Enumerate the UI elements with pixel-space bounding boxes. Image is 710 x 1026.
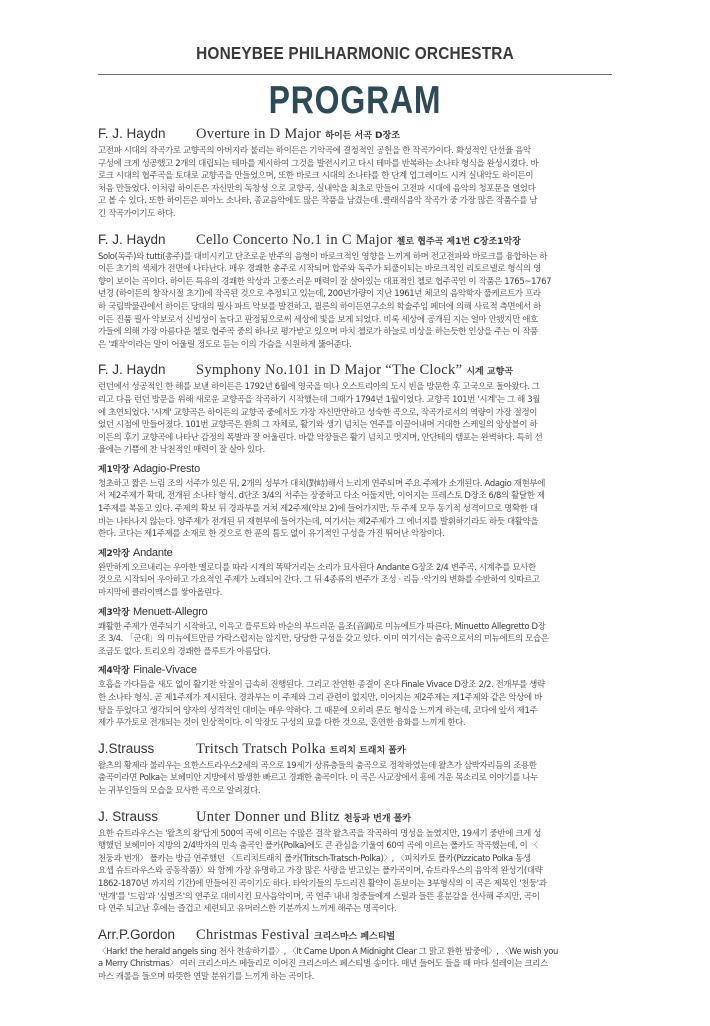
- piece-heading: [98, 925, 613, 944]
- orchestra-name: HONEYBEE PHILHARMONIC ORCHESTRA: [196, 43, 514, 63]
- piece-heading: [98, 360, 613, 379]
- description-line: 〈Hark! the herald angels sing 천사 찬송하기를〉, 〈It Came Upon A Midnight Clear 그 맑고 환한 밤중에〉, 〈We wish you: [98, 945, 559, 956]
- description-line: 에 초연되었다. '시계' 교향곡은 하이든의 교향곡 중에서도 가장 자신만만하고 성숙한 곡으로, 작곡가로서의 역량이 가장 절정이: [98, 406, 538, 417]
- description-line: 이든의 후기 교향곡에 나타난 감정의 폭발과 잘 어울린다. 바깥 악장들은 활기 넘치고 멋지며, 안단테의 템포는 완벽하다. 특히 선: [98, 431, 543, 442]
- description-line: 런던에서 성공적인 한 해를 보낸 하이든은 1792년 6월에 영국을 떠나 오스트리아의 도시 빈을 방문한 후 고국으로 돌아왔다. 그: [98, 381, 540, 392]
- section-gap: [98, 220, 613, 230]
- piece-description: [98, 759, 613, 797]
- description-line: 조 3/4. 「군대」의 미뉴에트만큼 가락스럽지는 않지만, 당당한 구성을 갖고 있다. 이미 여기서는 춤곡으로서의 미뉴에트의 모습은: [98, 633, 549, 644]
- movement-description: [98, 561, 613, 599]
- work-title: Cello Concerto No.1 in C Major: [196, 231, 393, 248]
- description-line: Solo(독주)와 tutti(총주)를 대비시키고 단조로운 반주의 음형이 바로크적인 영향을 느끼게 하며 전고전파와 바로크를 융합하는 하: [98, 250, 548, 261]
- piece-heading: [98, 739, 613, 758]
- program-piece: [98, 739, 613, 797]
- section-gap: [98, 915, 613, 925]
- movement-description: [98, 620, 613, 658]
- description-line: 춤곡이라면 Polka는 보헤미안 지방에서 발생한 빠르고 경쾌한 춤곡이다. 이 곡은 사교장에서 흥에 겨운 목소리로 이야기를 나누: [98, 772, 538, 783]
- description-line: '번개'를 '드럼'과 '심벌즈'의 연주로 대비시킨 묘사음악이며, 곡 연주 내내 청중들에게 스릴과 들뜬 흥분감을 선사해 주지만, 곡이: [98, 890, 540, 901]
- movement-heading: [98, 545, 613, 561]
- description-line: 요한 슈트라우스는 '왈츠의 왕'답게 500여 곡에 이르는 수많은 걸작 왈츠곡을 작곡하여 명성을 높였지만, 19세기 중반에 크게 성: [98, 827, 542, 838]
- section-gap: [98, 350, 613, 360]
- description-line: 리고 다음 런던 방문을 위해 새로운 교향곡을 작곡하기 시작했는데 그때가 1794년 1월이었다. 교향곡 101번 '시계'는 그 해 3월: [98, 393, 541, 404]
- description-line: 한 소나타 형식. 곧 제1주제가 제시된다. 경과부는 이 주제와 그리 관련이 없지만, 이어지는 제2주제는 제1주제와 같은 악상에 바: [98, 692, 542, 702]
- composer-name: F. J. Haydn: [98, 231, 166, 247]
- work-title-korean: 트리치 트래치 폴카: [329, 745, 406, 756]
- description-line: 탕을 두었다고 생각되어 양자의 성격적인 대비는 매우 약하다. 그 때문에 오히려 론도 형식을 느끼게 하는데, 코다에 앞서 제1주: [98, 704, 538, 715]
- description-line: 긴 작곡가이기도 하다.: [98, 207, 176, 218]
- description-line: 청초하고 짧은 느림 조의 서주가 있은 뒤, 2개의 성부가 대치(對峙)해서 느리게 연주되며 주요 주제가 소개된다. Adagio 재현부에: [98, 477, 545, 488]
- description-line: 이든 초기의 색체가 전면에 나타난다. 매우 경쾌한 총주로 시작되며 합주와 독주가 되풀이되는 바로크적인 리토르넬로 형식의 영: [98, 263, 541, 274]
- work-title: Symphony No.101 in D Major “The Clock”: [196, 362, 463, 379]
- description-line: 가들에 의해 가장 아름다운 첼로 협주곡 중의 하나로 평가받고 있으며 마치 첼로가 하늘로 비상을 하는듯한 인상을 주는 이 작품: [98, 326, 538, 337]
- movement-number: 제4악장: [98, 666, 130, 677]
- description-line: 행했던 보헤미아 지방의 2/4박자의 민속 춤곡인 폴카(Polka)에도 큰 관심을 기울여 60여 곡에 이르는 폴카도 작곡했는데, 이 〈: [98, 840, 538, 851]
- movement-name: Menuett-Allegro: [132, 605, 208, 618]
- description-line: 고 볼 수 있다. 또한 하이든은 피아노 소나타, 종교음악에도 많은 작품을 남겼는데 .클래식음악 작곡가 중 가장 많은 작품수를 남: [98, 195, 537, 206]
- composer-name: J. Strauss: [98, 808, 159, 824]
- description-line: 요셉 슈트라우스와 공동작품)〉와 함께 가장 유명하고 가장 많은 사랑을 받고있는 폴카곡이며, 슈트라우스의 음악적 완성기(대략: [98, 865, 543, 876]
- movement-name: Andante: [132, 546, 173, 559]
- description-line: 호흡을 가다듬을 새도 없이 활기찬 악절이 급속히 진행된다. 그리고 찬연한 종결이 온다 Finale Vivace D장조 2/2. 전개부를 생략: [98, 679, 545, 690]
- description-line: 구성에 크게 성공했고 2개의 대립되는 테마를 제시하여 그것을 발전시키고 다시 테마를 반복하는 소나타 형식을 완성시켰다. 바: [98, 157, 539, 168]
- movement-number: 제3악장: [98, 607, 130, 618]
- section-gap: [98, 797, 613, 807]
- description-line: 서 제2주제가 확대, 전개된 소나타 형식. d단조 3/4의 서주는 장중하고 다소 어둡지만, 이어지는 프레스토 D장조 6/8의 활달한 제: [98, 490, 545, 501]
- work-title-korean: 시계 교향곡: [466, 367, 513, 378]
- movement-number: 제1악장: [98, 464, 130, 475]
- program-piece: [98, 807, 613, 915]
- description-line: 율에는 기쁨에 찬 낙천적인 매력이 잘 살아 있다.: [98, 444, 265, 455]
- description-line: 고전파 시대의 작곡가로 교향곡의 아버지라 불리는 하이든은 기악곡에 결정적인 공헌을 한 작곡가이다. 화성적인 단선율 음악: [98, 145, 531, 155]
- description-line: 마스 캐롤을 들으며 따뜻한 연말 분위기를 느끼게 하는 곡이다.: [98, 970, 315, 981]
- description-line: 하 국립박물관에서 하이든 당대의 필사 파트 악보를 발견하고, 쾰른의 하이든연구소의 학술주임 페더에 의해 사료적 측면에서 하: [98, 300, 541, 311]
- work-title-korean: 첼로 협주곡 제1번 C장조1악장: [396, 236, 521, 247]
- description-line: 처음 만들었다. 이처럼 하이든은 자신만의 독창성 으로 교향곡, 실내악을 최초로 만들어 고전파 시대에 음악의 청포문을 열었다: [98, 182, 536, 193]
- movement-number: 제2악장: [98, 548, 130, 559]
- work-title-korean: 크리스마스 페스티벌: [313, 931, 396, 942]
- program-piece: [98, 925, 613, 983]
- description-line: 1주제를 복돋고 있다. 주제의 확보 뒤 경과부를 거쳐 제2주제(악보 2)에 들어가지만, 두 주제 모두 동기적 성격이므로 명확한 대: [98, 503, 538, 514]
- piece-description: [98, 144, 613, 220]
- description-line: 제가 푸가토로 전개되는 것이 인상적이다. 이 악장도 구성의 묘를 다한 것으로, 혼연한 융화를 느끼게 한다.: [98, 717, 466, 728]
- header-divider: [98, 74, 612, 75]
- description-line: 것으로 시작되어 우아하고 가요적인 주제가 노래되어 간다. 그 뒤 4종류의 변주가 조성 · 리듬 ·악기의 변화를 수반하여 잇따르고: [98, 574, 540, 585]
- program-piece: [98, 124, 613, 220]
- piece-description: [98, 380, 613, 456]
- piece-description: [98, 945, 613, 983]
- description-line: 었던 시점에 만들어졌다. 101번 교향곡은 환희 그 자체로, 활기와 생기 넘치는 연주를 이끌어내며 거대한 스케일의 앙상블이 하: [98, 419, 538, 430]
- description-line: 1862-1870년 까지의 기간)에 만들어진 곡이기도 하다. 타악기들의 두드러진 활약이 돋보이는 3부형식의 이 곡은 제목인 '천둥'과: [98, 877, 547, 888]
- page-title: PROGRAM: [268, 79, 442, 122]
- piece-heading: [98, 230, 613, 249]
- description-line: 한다. 코다는 제1주제를 소재로 한 것으로 한 푼의 틈도 없이 유기적인 구성을 가진 뛰어난 악장이다.: [98, 528, 445, 539]
- movement-description: [98, 678, 613, 728]
- description-line: 다 연주 되고난 후에는 즐겁고 세련되고 유머러스한 기분까지 느끼게 해주는 명곡이다.: [98, 903, 397, 914]
- work-title: Unter Donner und Blitz: [196, 808, 340, 825]
- movement-description: [98, 477, 613, 540]
- movement-name: Adagio-Presto: [132, 462, 201, 475]
- composer-name: F. J. Haydn: [98, 126, 166, 141]
- description-line: 로크 시대의 협주곡을 토대로 교향곡을 만들었으며, 또한 바로크 시대의 소나타를 한 단계 업그레이드 시켜 실내악도 하이든이: [98, 170, 534, 181]
- section-gap: [98, 729, 613, 739]
- composer-name: Arr.P.Gordon: [98, 926, 176, 942]
- composer-name: J.Strauss: [98, 740, 155, 756]
- description-line: 쾌활한 주제가 연주되기 시작하고, 이윽고 플루트와 바순의 부드러운 음조(音調)로 미뉴에트가 따른다. Minuetto Allegretto D장: [98, 620, 546, 631]
- description-line: 천둥과 번개〉 폴카는 방금 연주했던 〈트리치트래치 폴카(Tritsch-Tratsch-Polka)〉, 〈피치카토 폴카(Pizzicato Polka 동생: [98, 852, 531, 863]
- description-line: 비는 나타나지 않는다. 양주제가 전개된 뒤 재현부에 들어가는데, 여기서는 제2주제가 그 에너지를 발휘하기라도 하듯 대활약을: [98, 515, 539, 526]
- work-title: Tritsch Tratsch Polka: [196, 740, 326, 757]
- program-piece: [98, 360, 613, 728]
- work-title-korean: 천둥과 번개 폴카: [343, 813, 412, 824]
- work-title: Christmas Festival: [196, 926, 310, 943]
- description-line: 는 귀부인들의 모습을 묘사한 곡으로 알려졌다.: [98, 784, 261, 795]
- work-title: Overture in D Major: [196, 126, 322, 142]
- program-content: [98, 124, 613, 983]
- piece-heading: [98, 124, 613, 143]
- description-line: 향이 보이는 곡이다. 하이든 특유의 경쾌한 악상과 고풍스러운 매력이 잘 살아있는 대표적인 첼로 협주곡인 이 작품은 1765~1767: [98, 275, 552, 286]
- composer-name: F. J. Haydn: [98, 362, 166, 378]
- movement-heading: [98, 662, 613, 678]
- piece-heading: [98, 807, 613, 826]
- piece-description: [98, 827, 613, 915]
- page-header: [0, 38, 710, 68]
- work-title-korean: 하이든 서곡 D장조: [325, 131, 400, 141]
- movement-name: Finale-Vivace: [132, 664, 197, 677]
- description-line: 조금도 없다. 트리오의 경쾌한 플루트가 아름답다.: [98, 645, 271, 656]
- piece-description: [98, 250, 613, 351]
- description-line: 년경 (하이든의 창작시절 초기)에 작곡된 것으로 추정되고 있는데, 200년가량이 지난 1961년 체코의 음악학자 풀케르트가 프라: [98, 288, 541, 299]
- description-line: 이든 진품 필사 악보로서 신빙성이 높다고 판정됨으로써 세상에 빛을 보게 되었다. 비록 세상에 공개된 지는 얼마 안됐지만 애호: [98, 313, 538, 324]
- description-line: 완만하게 오르내리는 우아한 멜로디를 따라 시계의 똑딱거리는 소리가 묘사된다 Andante G장조 2/4 변주곡. 시계추를 묘사한: [98, 561, 536, 572]
- movement-heading: [98, 604, 613, 620]
- description-line: 은 '쾌작'이라는 말이 어울릴 정도로 듣는 이의 가슴을 시원하게 뚫어준다.: [98, 338, 352, 349]
- description-line: a Merry Christmas〉 여러 크리스마스 메들리로 이어진 크리스마스 페스티벌 송이다. 매년 들어도 들을 때 마다 설레이는 크리스: [98, 958, 548, 969]
- program-piece: [98, 230, 613, 351]
- movement-heading: [98, 461, 613, 477]
- description-line: 왈츠의 황제라 불리우는 요한스트라우스2세의 곡으로 19세기 상류층들의 춤곡으로 정착하였는데 왈츠가 삼박자리듬의 조용한: [98, 759, 537, 770]
- description-line: 마지막에 클라이맥스를 쌓아올린다.: [98, 587, 223, 598]
